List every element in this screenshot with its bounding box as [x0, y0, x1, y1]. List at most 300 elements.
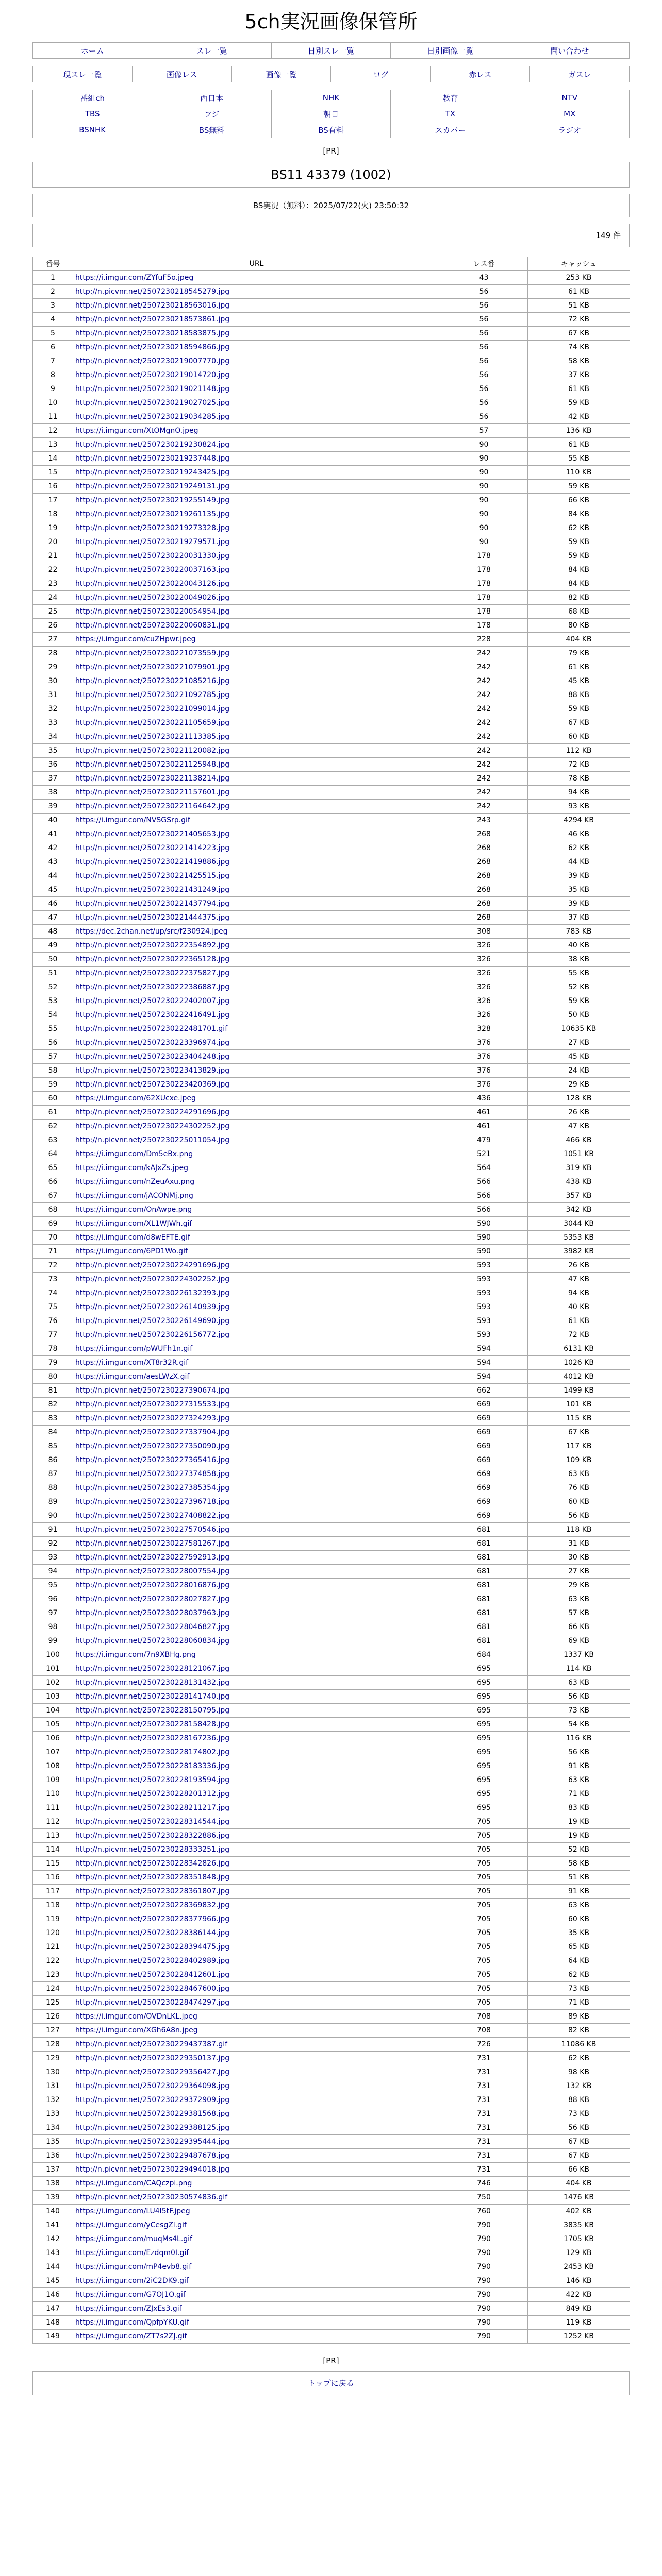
row-url-link[interactable]: http://n.picvnr.net/2507230228211217.jpg — [75, 1804, 230, 1812]
row-url-link[interactable]: http://n.picvnr.net/2507230228167236.jpg — [75, 1734, 230, 1742]
row-url-link[interactable]: http://n.picvnr.net/2507230221405653.jpg — [75, 830, 230, 838]
row-number: 20 — [33, 535, 73, 549]
row-url-link[interactable]: http://n.picvnr.net/2507230221105659.jpg — [75, 719, 230, 727]
row-url-link[interactable]: http://n.picvnr.net/2507230222365128.jpg — [75, 955, 230, 963]
row-url-link[interactable]: http://n.picvnr.net/2507230223396974.jpg — [75, 1039, 230, 1047]
row-res-number: 705 — [440, 1940, 528, 1954]
row-cache-size: 59 KB — [528, 396, 630, 410]
row-url-link[interactable]: https://i.imgur.com/ZYfuF5o.jpeg — [75, 274, 194, 282]
row-url-link[interactable]: http://n.picvnr.net/2507230228201312.jpg — [75, 1790, 230, 1798]
row-url-link[interactable]: http://n.picvnr.net/2507230230574836.gif — [75, 2193, 228, 2201]
row-cache-size: 61 KB — [528, 382, 630, 396]
table-row — [33, 967, 630, 980]
row-url-link[interactable]: http://n.picvnr.net/2507230229437387.gif — [75, 2040, 228, 2048]
row-url-link[interactable]: http://n.picvnr.net/2507230227385354.jpg — [75, 1484, 230, 1492]
row-url-link[interactable]: http://n.picvnr.net/2507230222375827.jpg — [75, 969, 230, 977]
row-url-link[interactable]: http://n.picvnr.net/2507230226140939.jpg — [75, 1303, 230, 1311]
row-url-link[interactable]: http://n.picvnr.net/2507230228467600.jpg — [75, 1985, 230, 1993]
channel-nav-item-link[interactable]: BS有料 — [318, 125, 344, 135]
row-url-link[interactable]: https://i.imgur.com/jACONMj.png — [75, 1192, 193, 1200]
row-cache-size: 402 KB — [528, 2205, 630, 2218]
row-url-link[interactable]: http://n.picvnr.net/2507230219261135.jpg — [75, 510, 230, 518]
channel-nav-item[interactable] — [391, 122, 510, 138]
row-cache-size: 404 KB — [528, 633, 630, 647]
row-url-link[interactable]: http://n.picvnr.net/2507230228361807.jpg — [75, 1887, 230, 1895]
row-url-link[interactable]: http://n.picvnr.net/2507230228183336.jpg — [75, 1762, 230, 1770]
row-res-number: 242 — [440, 800, 528, 814]
row-number: 52 — [33, 980, 73, 994]
row-url-cell — [73, 1203, 440, 1217]
row-res-number: 695 — [440, 1773, 528, 1787]
row-url-link[interactable]: http://n.picvnr.net/2507230227570546.jpg — [75, 1526, 230, 1534]
row-url-link[interactable]: http://n.picvnr.net/2507230227350090.jpg — [75, 1442, 230, 1450]
main-nav-item[interactable] — [152, 43, 271, 59]
row-url-link[interactable]: https://i.imgur.com/G7OJ1O.gif — [75, 2291, 186, 2299]
channel-nav-item[interactable] — [391, 90, 510, 106]
row-url-link[interactable]: http://n.picvnr.net/2507230229356427.jpg — [75, 2068, 230, 2076]
table-row — [33, 1982, 630, 1996]
row-url-link[interactable]: https://i.imgur.com/7n9XBHg.png — [75, 1651, 196, 1659]
row-url-link[interactable]: https://i.imgur.com/Dm5eBx.png — [75, 1150, 193, 1158]
row-url-link[interactable]: http://n.picvnr.net/2507230227390674.jpg — [75, 1386, 230, 1395]
row-url-link[interactable]: http://n.picvnr.net/2507230221164642.jpg — [75, 802, 230, 810]
main-nav-item-link[interactable]: 日別スレ一覧 — [307, 46, 354, 56]
row-url-link[interactable]: http://n.picvnr.net/2507230221073559.jpg — [75, 649, 230, 657]
row-url-link[interactable]: http://n.picvnr.net/2507230229381568.jpg — [75, 2110, 230, 2118]
row-url-link[interactable]: https://dec.2chan.net/up/src/f230924.jpeg — [75, 927, 228, 936]
main-nav-item-link[interactable]: スレ一覧 — [196, 46, 227, 56]
channel-nav-item-link[interactable]: 朝日 — [323, 109, 339, 119]
row-url-cell — [73, 521, 440, 535]
row-url-link[interactable]: http://n.picvnr.net/2507230228412601.jpg — [75, 1971, 230, 1979]
row-url-link[interactable]: http://n.picvnr.net/2507230228037963.jpg — [75, 1609, 230, 1617]
row-res-number: 242 — [440, 730, 528, 744]
row-url-link[interactable]: http://n.picvnr.net/2507230219249131.jpg — [75, 482, 230, 490]
row-url-cell — [73, 2024, 440, 2038]
row-url-link[interactable]: http://n.picvnr.net/2507230227592913.jpg — [75, 1553, 230, 1562]
row-url-link[interactable]: http://n.picvnr.net/2507230228322886.jpg — [75, 1832, 230, 1840]
channel-nav-item[interactable] — [510, 122, 629, 138]
channel-nav-item[interactable] — [510, 90, 629, 106]
row-url-link[interactable]: http://n.picvnr.net/2507230229395444.jpg — [75, 2138, 230, 2146]
table-row — [33, 897, 630, 911]
channel-nav-item-link[interactable]: ラジオ — [558, 125, 582, 135]
row-url-link[interactable]: http://n.picvnr.net/2507230228474297.jpg — [75, 1998, 230, 2007]
row-res-number: 705 — [440, 1871, 528, 1885]
row-number: 116 — [33, 1871, 73, 1885]
table-row — [33, 2302, 630, 2316]
row-url-link[interactable]: http://n.picvnr.net/2507230221414223.jpg — [75, 844, 230, 852]
table-row — [33, 2052, 630, 2065]
row-url-link[interactable]: http://n.picvnr.net/2507230228131432.jpg — [75, 1679, 230, 1687]
sub-nav-item-link[interactable]: 現スレ一覧 — [63, 70, 102, 79]
row-url-link[interactable]: http://n.picvnr.net/2507230221120082.jpg — [75, 747, 230, 755]
row-url-link[interactable]: http://n.picvnr.net/2507230221079901.jpg — [75, 663, 230, 671]
sub-nav-item-link[interactable]: ガスレ — [568, 70, 591, 79]
row-res-number: 731 — [440, 2135, 528, 2149]
row-url-link[interactable]: https://i.imgur.com/LU4I5tF.jpeg — [75, 2207, 190, 2215]
main-nav-item[interactable] — [33, 43, 152, 59]
row-url-link[interactable]: http://n.picvnr.net/2507230229350137.jpg — [75, 2054, 230, 2062]
row-url-cell — [73, 1857, 440, 1871]
table-row — [33, 1286, 630, 1300]
main-nav-item[interactable] — [271, 43, 390, 59]
row-url-link[interactable]: http://n.picvnr.net/2507230219237448.jpg — [75, 454, 230, 463]
row-url-link[interactable]: https://i.imgur.com/d8wEFTE.gif — [75, 1233, 190, 1242]
channel-nav-item[interactable] — [152, 106, 271, 122]
row-url-link[interactable]: http://n.picvnr.net/2507230220054954.jpg — [75, 607, 230, 616]
row-url-link[interactable]: http://n.picvnr.net/2507230221419886.jpg — [75, 858, 230, 866]
channel-nav-item-link[interactable]: BSNHK — [79, 125, 106, 134]
row-url-cell — [73, 1787, 440, 1801]
row-url-link[interactable]: http://n.picvnr.net/2507230220043126.jpg — [75, 580, 230, 588]
channel-nav-item-link[interactable]: スカパー — [435, 125, 466, 135]
row-url-link[interactable]: http://n.picvnr.net/2507230227337904.jpg — [75, 1428, 230, 1436]
row-cache-size: 55 KB — [528, 452, 630, 466]
channel-nav-item-link[interactable]: BS無料 — [198, 125, 225, 135]
row-number: 130 — [33, 2065, 73, 2079]
row-number: 88 — [33, 1481, 73, 1495]
row-url-link[interactable]: http://n.picvnr.net/2507230221444375.jpg — [75, 913, 230, 922]
table-header-row — [33, 257, 630, 271]
row-url-link[interactable]: http://n.picvnr.net/2507230224291696.jpg — [75, 1108, 230, 1116]
table-row — [33, 1523, 630, 1537]
channel-nav-item[interactable] — [152, 90, 271, 106]
row-url-link[interactable]: http://n.picvnr.net/2507230227396718.jpg — [75, 1498, 230, 1506]
row-url-link[interactable]: http://n.picvnr.net/2507230228150795.jpg — [75, 1706, 230, 1715]
table-row — [33, 605, 630, 619]
row-url-link[interactable]: http://n.picvnr.net/2507230228016876.jpg — [75, 1581, 230, 1589]
row-url-link[interactable]: https://i.imgur.com/XtOMgnO.jpeg — [75, 427, 198, 435]
row-cache-size: 83 KB — [528, 1801, 630, 1815]
row-url-link[interactable]: http://n.picvnr.net/2507230219014720.jpg — [75, 371, 230, 379]
row-number: 57 — [33, 1050, 73, 1064]
row-url-link[interactable]: http://n.picvnr.net/2507230228394475.jpg — [75, 1943, 230, 1951]
row-url-link[interactable]: http://n.picvnr.net/2507230229372909.jpg — [75, 2096, 230, 2104]
row-url-link[interactable]: http://n.picvnr.net/2507230228333251.jpg — [75, 1845, 230, 1854]
row-url-link[interactable]: http://n.picvnr.net/2507230229494018.jpg — [75, 2165, 230, 2174]
row-url-cell — [73, 1912, 440, 1926]
row-url-link[interactable]: http://n.picvnr.net/2507230227324293.jpg — [75, 1414, 230, 1422]
channel-nav-item[interactable] — [152, 122, 271, 138]
row-number: 25 — [33, 605, 73, 619]
table-row — [33, 1453, 630, 1467]
row-url-link[interactable]: http://n.picvnr.net/2507230223404248.jpg — [75, 1053, 230, 1061]
row-url-link[interactable]: http://n.picvnr.net/2507230219243425.jpg — [75, 468, 230, 477]
row-res-number: 593 — [440, 1300, 528, 1314]
row-url-cell — [73, 1926, 440, 1940]
row-url-link[interactable]: https://i.imgur.com/kAJxZs.jpeg — [75, 1164, 189, 1172]
row-url-link[interactable]: http://n.picvnr.net/2507230221125948.jpg — [75, 760, 230, 769]
row-url-link[interactable]: http://n.picvnr.net/2507230228141740.jpg — [75, 1692, 230, 1701]
row-cache-size: 112 KB — [528, 744, 630, 758]
channel-nav-item-link[interactable]: MX — [564, 109, 576, 118]
row-url-link[interactable]: http://n.picvnr.net/2507230224291696.jpg — [75, 1261, 230, 1269]
row-url-link[interactable]: http://n.picvnr.net/2507230222402007.jpg — [75, 997, 230, 1005]
row-url-link[interactable]: http://n.picvnr.net/2507230228046827.jpg — [75, 1623, 230, 1631]
row-url-link[interactable]: http://n.picvnr.net/2507230227408822.jpg — [75, 1512, 230, 1520]
row-res-number: 90 — [440, 480, 528, 494]
main-nav-item-link[interactable]: 問い合わせ — [550, 46, 589, 56]
row-url-link[interactable]: http://n.picvnr.net/2507230221099014.jpg — [75, 705, 230, 713]
row-url-link[interactable]: https://i.imgur.com/62XUcxe.jpeg — [75, 1094, 196, 1103]
row-url-link[interactable]: http://n.picvnr.net/2507230218583875.jpg — [75, 329, 230, 337]
row-url-link[interactable]: http://n.picvnr.net/2507230226156772.jpg — [75, 1331, 230, 1339]
channel-nav-item[interactable] — [33, 106, 152, 122]
row-cache-size: 57 KB — [528, 1606, 630, 1620]
row-url-link[interactable]: http://n.picvnr.net/2507230222386887.jpg — [75, 983, 230, 991]
main-nav-item-link[interactable]: ホーム — [80, 46, 104, 56]
row-url-link[interactable]: http://n.picvnr.net/2507230228027827.jpg — [75, 1595, 230, 1603]
row-url-link[interactable]: http://n.picvnr.net/2507230219230824.jpg — [75, 440, 230, 449]
table-row — [33, 1370, 630, 1384]
row-number: 104 — [33, 1704, 73, 1718]
row-url-link[interactable]: http://n.picvnr.net/2507230219027025.jpg — [75, 399, 230, 407]
row-number: 80 — [33, 1370, 73, 1384]
row-url-link[interactable]: http://n.picvnr.net/2507230224302252.jpg — [75, 1275, 230, 1283]
row-url-link[interactable]: http://n.picvnr.net/2507230228351848.jpg — [75, 1873, 230, 1882]
row-url-link[interactable]: http://n.picvnr.net/2507230228193594.jpg — [75, 1776, 230, 1784]
row-res-number: 705 — [440, 1885, 528, 1899]
row-number: 146 — [33, 2288, 73, 2302]
row-url-link[interactable]: http://n.picvnr.net/2507230229364098.jpg — [75, 2082, 230, 2090]
row-url-cell — [73, 1690, 440, 1704]
row-url-link[interactable]: https://i.imgur.com/pWUFh1n.gif — [75, 1345, 193, 1353]
main-nav-item[interactable] — [510, 43, 629, 59]
row-url-link[interactable]: http://n.picvnr.net/2507230228342826.jpg — [75, 1859, 230, 1868]
table-row — [33, 438, 630, 452]
channel-nav-item-link[interactable]: 番組ch — [80, 93, 105, 103]
row-url-link[interactable]: https://i.imgur.com/muqMs4L.gif — [75, 2235, 192, 2243]
row-url-link[interactable]: http://n.picvnr.net/2507230220031330.jpg — [75, 552, 230, 560]
sub-nav-item[interactable] — [530, 66, 630, 82]
row-url-link[interactable]: http://n.picvnr.net/2507230227374858.jpg — [75, 1470, 230, 1478]
row-url-link[interactable]: https://i.imgur.com/CAQczpi.png — [75, 2179, 192, 2188]
row-url-link[interactable]: http://n.picvnr.net/2507230219007770.jpg — [75, 357, 230, 365]
row-cache-size: 73 KB — [528, 1704, 630, 1718]
row-url-link[interactable]: https://i.imgur.com/NVSGSrp.gif — [75, 816, 190, 824]
row-url-link[interactable]: http://n.picvnr.net/2507230221425515.jpg — [75, 872, 230, 880]
sub-nav-item[interactable] — [33, 66, 133, 82]
row-res-number: 90 — [440, 494, 528, 507]
sub-nav-item-link[interactable]: 画像一覧 — [266, 70, 297, 79]
row-number: 70 — [33, 1231, 73, 1245]
channel-nav-item[interactable] — [271, 106, 390, 122]
row-url-link[interactable]: https://i.imgur.com/OnAwpe.png — [75, 1206, 192, 1214]
row-res-number: 376 — [440, 1050, 528, 1064]
row-url-link[interactable]: http://n.picvnr.net/2507230228386144.jpg — [75, 1929, 230, 1937]
row-res-number: 695 — [440, 1676, 528, 1690]
row-url-cell — [73, 1245, 440, 1259]
row-url-link[interactable]: http://n.picvnr.net/2507230223413829.jpg — [75, 1066, 230, 1075]
row-url-cell — [73, 1982, 440, 1996]
sub-nav-item[interactable] — [331, 66, 431, 82]
row-url-link[interactable]: http://n.picvnr.net/2507230227315533.jpg — [75, 1400, 230, 1409]
row-url-link[interactable]: http://n.picvnr.net/2507230221157601.jpg — [75, 788, 230, 796]
row-url-link[interactable]: http://n.picvnr.net/2507230229388125.jpg — [75, 2124, 230, 2132]
row-url-link[interactable]: https://i.imgur.com/XGh6A8n.jpeg — [75, 2026, 198, 2035]
row-url-link[interactable]: http://n.picvnr.net/2507230222354892.jpg — [75, 941, 230, 950]
channel-nav-item-link[interactable]: 西日本 — [200, 93, 224, 103]
row-number: 91 — [33, 1523, 73, 1537]
row-url-cell — [73, 1370, 440, 1384]
row-res-number: 790 — [440, 2316, 528, 2330]
sub-nav-item-link[interactable]: 赤レス — [468, 70, 492, 79]
row-url-cell — [73, 1259, 440, 1273]
sub-nav-item[interactable] — [431, 66, 530, 82]
channel-nav-item-link[interactable]: TBS — [85, 109, 100, 118]
row-url-link[interactable]: http://n.picvnr.net/2507230228007554.jpg — [75, 1567, 230, 1575]
row-cache-size: 24 KB — [528, 1064, 630, 1078]
row-url-cell — [73, 1704, 440, 1718]
channel-nav-item-link[interactable]: フジ — [204, 109, 220, 119]
row-url-link[interactable]: http://n.picvnr.net/2507230226149690.jpg — [75, 1317, 230, 1325]
row-url-link[interactable]: http://n.picvnr.net/2507230222416491.jpg — [75, 1011, 230, 1019]
row-url-link[interactable]: http://n.picvnr.net/2507230221085216.jpg — [75, 677, 230, 685]
row-url-link[interactable]: https://i.imgur.com/aesLWzX.gif — [75, 1372, 190, 1381]
row-url-link[interactable]: https://i.imgur.com/yCesgZl.gif — [75, 2221, 187, 2229]
channel-nav-item[interactable] — [510, 106, 629, 122]
main-nav-item[interactable] — [391, 43, 510, 59]
row-url-link[interactable]: https://i.imgur.com/nZeuAxu.png — [75, 1178, 195, 1186]
row-url-link[interactable]: http://n.picvnr.net/2507230228174802.jpg — [75, 1748, 230, 1756]
row-url-link[interactable]: http://n.picvnr.net/2507230219273328.jpg — [75, 524, 230, 532]
row-url-cell — [73, 786, 440, 800]
row-url-link[interactable]: http://n.picvnr.net/2507230228377966.jpg — [75, 1915, 230, 1923]
row-url-link[interactable]: http://n.picvnr.net/2507230223420369.jpg — [75, 1080, 230, 1089]
row-url-link[interactable]: http://n.picvnr.net/2507230219255149.jpg — [75, 496, 230, 504]
channel-nav-item-link[interactable]: 教育 — [442, 93, 458, 103]
row-number: 8 — [33, 368, 73, 382]
row-cache-size: 1476 KB — [528, 2191, 630, 2205]
row-number: 35 — [33, 744, 73, 758]
row-url-link[interactable]: http://n.picvnr.net/2507230218594866.jpg — [75, 343, 230, 351]
channel-nav-item-link[interactable]: TX — [445, 109, 456, 118]
row-res-number: 178 — [440, 563, 528, 577]
row-url-link[interactable]: http://n.picvnr.net/2507230228402989.jpg — [75, 1957, 230, 1965]
channel-nav-item[interactable] — [33, 122, 152, 138]
row-url-link[interactable]: https://i.imgur.com/Ezdqm0I.gif — [75, 2249, 189, 2257]
row-url-link[interactable]: http://n.picvnr.net/2507230226132393.jpg — [75, 1289, 230, 1297]
sub-nav — [32, 66, 630, 82]
row-url-link[interactable]: http://n.picvnr.net/2507230228158428.jpg — [75, 1720, 230, 1728]
table-row — [33, 1161, 630, 1175]
row-url-cell — [73, 841, 440, 855]
row-res-number: 593 — [440, 1328, 528, 1342]
row-url-cell — [73, 2274, 440, 2288]
channel-nav-item[interactable] — [33, 90, 152, 106]
row-url-link[interactable]: http://n.picvnr.net/2507230219034285.jpg — [75, 413, 230, 421]
row-url-link[interactable]: http://n.picvnr.net/2507230228121067.jpg — [75, 1665, 230, 1673]
row-url-link[interactable]: http://n.picvnr.net/2507230220037163.jpg — [75, 566, 230, 574]
row-url-link[interactable]: https://i.imgur.com/2iC2DK9.gif — [75, 2277, 189, 2285]
sub-nav-item[interactable] — [132, 66, 231, 82]
row-number: 141 — [33, 2218, 73, 2232]
row-url-cell — [73, 702, 440, 716]
row-url-link[interactable]: http://n.picvnr.net/2507230221431249.jpg — [75, 886, 230, 894]
channel-nav-item[interactable] — [271, 90, 390, 106]
row-url-link[interactable]: http://n.picvnr.net/2507230221437794.jpg — [75, 900, 230, 908]
sub-nav-item[interactable] — [231, 66, 331, 82]
row-url-link[interactable]: http://n.picvnr.net/2507230221138214.jpg — [75, 774, 230, 783]
row-url-link[interactable]: http://n.picvnr.net/2507230218545279.jpg — [75, 287, 230, 296]
row-url-cell — [73, 967, 440, 980]
sub-nav-item-link[interactable]: ログ — [373, 70, 389, 79]
row-url-link[interactable]: http://n.picvnr.net/2507230228314544.jpg — [75, 1818, 230, 1826]
row-res-number: 705 — [440, 1815, 528, 1829]
table-row — [33, 382, 630, 396]
row-url-link[interactable]: https://i.imgur.com/6PD1Wo.gif — [75, 1247, 188, 1256]
row-number: 100 — [33, 1648, 73, 1662]
row-url-link[interactable]: http://n.picvnr.net/2507230229487678.jpg — [75, 2151, 230, 2160]
row-url-link[interactable]: https://i.imgur.com/XL1WJWh.gif — [75, 1219, 192, 1228]
channel-nav-item[interactable] — [271, 122, 390, 138]
row-number: 85 — [33, 1439, 73, 1453]
row-url-link[interactable]: https://i.imgur.com/ZT7s2ZJ.gif — [75, 2332, 187, 2341]
row-url-link[interactable]: http://n.picvnr.net/2507230220049026.jpg — [75, 594, 230, 602]
table-row — [33, 2010, 630, 2024]
row-cache-size: 45 KB — [528, 1050, 630, 1064]
channel-nav-item-link[interactable]: NTV — [561, 93, 578, 103]
row-url-cell — [73, 1801, 440, 1815]
row-url-link[interactable]: https://i.imgur.com/cuZHpwr.jpeg — [75, 635, 196, 643]
row-url-cell — [73, 494, 440, 507]
row-url-cell — [73, 1537, 440, 1551]
row-url-link[interactable]: http://n.picvnr.net/2507230222481701.gif — [75, 1025, 228, 1033]
row-res-number: 178 — [440, 591, 528, 605]
row-url-link[interactable]: http://n.picvnr.net/2507230227365416.jpg — [75, 1456, 230, 1464]
row-cache-size: 60 KB — [528, 730, 630, 744]
row-url-link[interactable]: http://n.picvnr.net/2507230219021148.jpg — [75, 385, 230, 393]
row-url-link[interactable]: https://i.imgur.com/XT8r32R.gif — [75, 1359, 189, 1367]
row-url-link[interactable]: http://n.picvnr.net/2507230218563016.jpg — [75, 301, 230, 310]
back-to-top-link[interactable]: トップに戻る — [308, 2379, 354, 2388]
row-url-link[interactable]: https://i.imgur.com/QpfpYKU.gif — [75, 2318, 189, 2327]
row-url-cell — [73, 1899, 440, 1912]
row-url-link[interactable]: http://n.picvnr.net/2507230228369832.jpg — [75, 1901, 230, 1909]
row-url-link[interactable]: http://n.picvnr.net/2507230221113385.jpg — [75, 733, 230, 741]
sub-nav-item-link[interactable]: 画像レス — [166, 70, 197, 79]
row-res-number: 56 — [440, 285, 528, 299]
table-row — [33, 2149, 630, 2163]
row-url-link[interactable]: http://n.picvnr.net/2507230227581267.jpg — [75, 1539, 230, 1548]
row-res-number: 705 — [440, 1843, 528, 1857]
row-url-cell — [73, 507, 440, 521]
row-cache-size: 59 KB — [528, 702, 630, 716]
row-number: 41 — [33, 827, 73, 841]
main-nav-item-link[interactable]: 日別画像一覧 — [427, 46, 474, 56]
row-url-link[interactable]: https://i.imgur.com/mP4evb8.gif — [75, 2263, 192, 2271]
row-url-cell — [73, 1885, 440, 1899]
row-url-link[interactable]: https://i.imgur.com/OVDnLKL.jpeg — [75, 2012, 197, 2021]
row-cache-size: 71 KB — [528, 1996, 630, 2010]
channel-nav-item-link[interactable]: NHK — [322, 93, 340, 103]
row-url-link[interactable]: https://i.imgur.com/ZJxEs3.gif — [75, 2304, 182, 2313]
channel-nav-item[interactable] — [391, 106, 510, 122]
row-number: 29 — [33, 660, 73, 674]
row-url-link[interactable]: http://n.picvnr.net/2507230220060831.jpg — [75, 621, 230, 630]
row-cache-size: 31 KB — [528, 1537, 630, 1551]
row-res-number: 708 — [440, 2024, 528, 2038]
row-url-link[interactable]: http://n.picvnr.net/2507230218573861.jpg — [75, 315, 230, 324]
row-res-number: 56 — [440, 327, 528, 341]
row-number: 117 — [33, 1885, 73, 1899]
row-url-link[interactable]: http://n.picvnr.net/2507230224302252.jpg — [75, 1122, 230, 1130]
row-url-link[interactable]: http://n.picvnr.net/2507230219279571.jpg — [75, 538, 230, 546]
row-url-link[interactable]: http://n.picvnr.net/2507230221092785.jpg — [75, 691, 230, 699]
row-url-link[interactable]: http://n.picvnr.net/2507230228060834.jpg — [75, 1637, 230, 1645]
row-url-link[interactable]: http://n.picvnr.net/2507230225011054.jpg — [75, 1136, 230, 1144]
